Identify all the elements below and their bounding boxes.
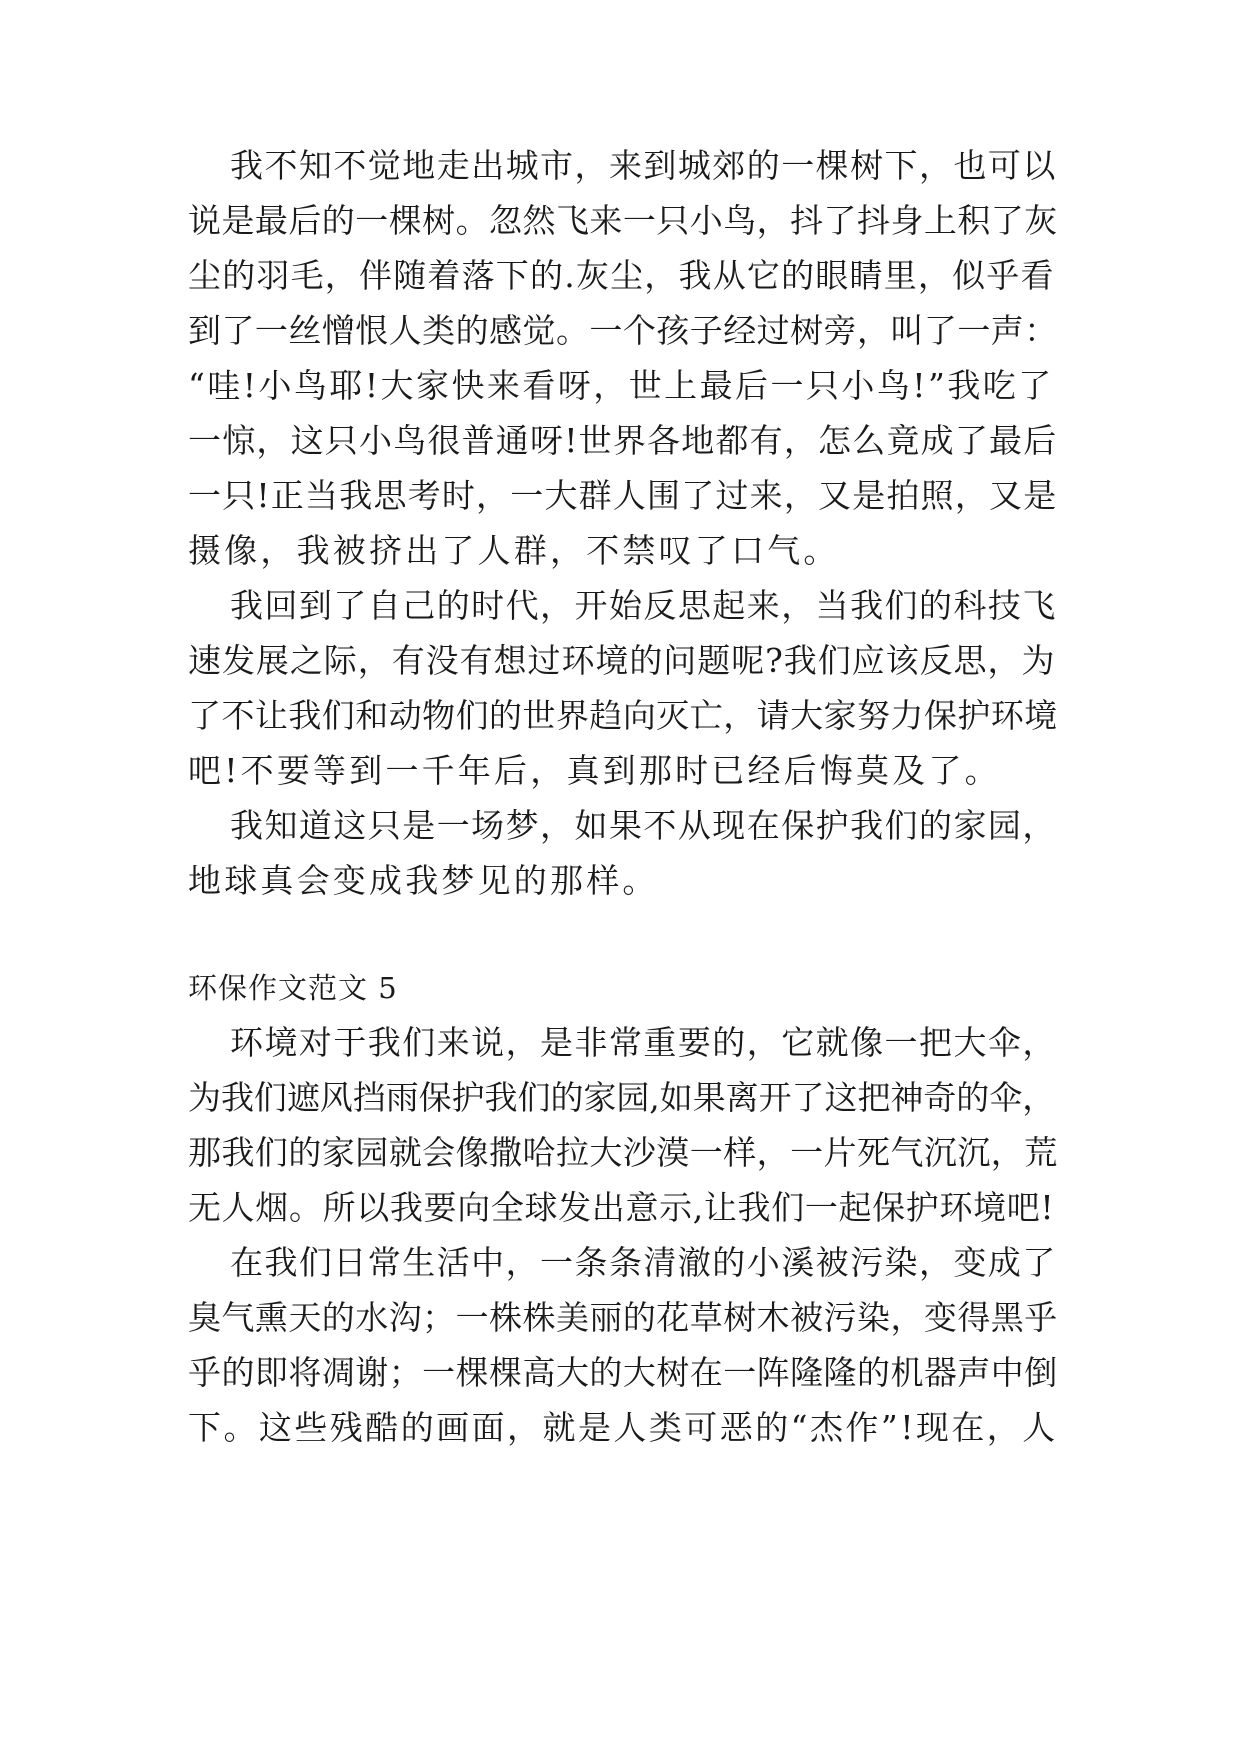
paragraph-line: 为我们遮风挡雨保护我们的家园,如果离开了这把神奇的伞， — [188, 1078, 1056, 1117]
paragraph-line: 在我们日常生活中，一条条清澈的小溪被污染，变成了 — [230, 1243, 1057, 1282]
paragraph-line: 乎的即将凋谢；一棵棵高大的大树在一阵隆隆的机器声中倒 — [188, 1353, 1058, 1392]
paragraph-line: “哇!小鸟耶!大家快来看呀，世上最后一只小鸟!”我吃了 — [188, 366, 1054, 405]
paragraph-line: 环境对于我们来说，是非常重要的，它就像一把大伞， — [230, 1023, 1057, 1062]
paragraph-line: 那我们的家园就会像撒哈拉大沙漠一样，一片死气沉沉，荒 — [188, 1133, 1058, 1172]
paragraph-line: 吧!不要等到一千年后，真到那时已经后悔莫及了。 — [188, 751, 1001, 790]
paragraph-line: 到了一丝憎恨人类的感觉。一个孩子经过树旁，叫了一声： — [188, 311, 1058, 350]
paragraph-line: 臭气熏天的水沟；一株株美丽的花草树木被污染，变得黑乎 — [188, 1298, 1058, 1337]
paragraph-line: 我知道这只是一场梦，如果不从现在保护我们的家园， — [230, 806, 1057, 845]
paragraph-line: 说是最后的一棵树。忽然飞来一只小鸟，抖了抖身上积了灰 — [188, 201, 1058, 240]
paragraph-line: 我不知不觉地走出城市，来到城郊的一棵树下，也可以 — [230, 146, 1057, 185]
paragraph-line: 一只!正当我思考时，一大群人围了过来，又是拍照，又是 — [188, 476, 1058, 515]
paragraph-line: 速发展之际，有没有想过环境的问题呢?我们应该反思，为 — [188, 641, 1056, 680]
paragraph-line: 无人烟。所以我要向全球发出意示,让我们一起保护环境吧! — [188, 1188, 1055, 1227]
section-heading: 环保作文范文 5 — [188, 971, 398, 1005]
paragraph-line: 一惊，这只小鸟很普通呀!世界各地都有，怎么竟成了最后 — [188, 421, 1058, 460]
paragraph-line: 我回到了自己的时代，开始反思起来，当我们的科技飞 — [230, 586, 1057, 625]
paragraph-line: 摄像，我被挤出了人群，不禁叹了口气。 — [188, 531, 840, 570]
paragraph-line: 尘的羽毛，伴随着落下的.灰尘，我从它的眼睛里，似乎看 — [188, 256, 1055, 295]
paragraph-line: 地球真会变成我梦见的那样。 — [188, 861, 659, 900]
paragraph-line: 下。这些残酷的画面，就是人类可恶的“杰作”!现在，人 — [188, 1408, 1058, 1447]
paragraph-line: 了不让我们和动物们的世界趋向灭亡，请大家努力保护环境 — [188, 696, 1058, 735]
